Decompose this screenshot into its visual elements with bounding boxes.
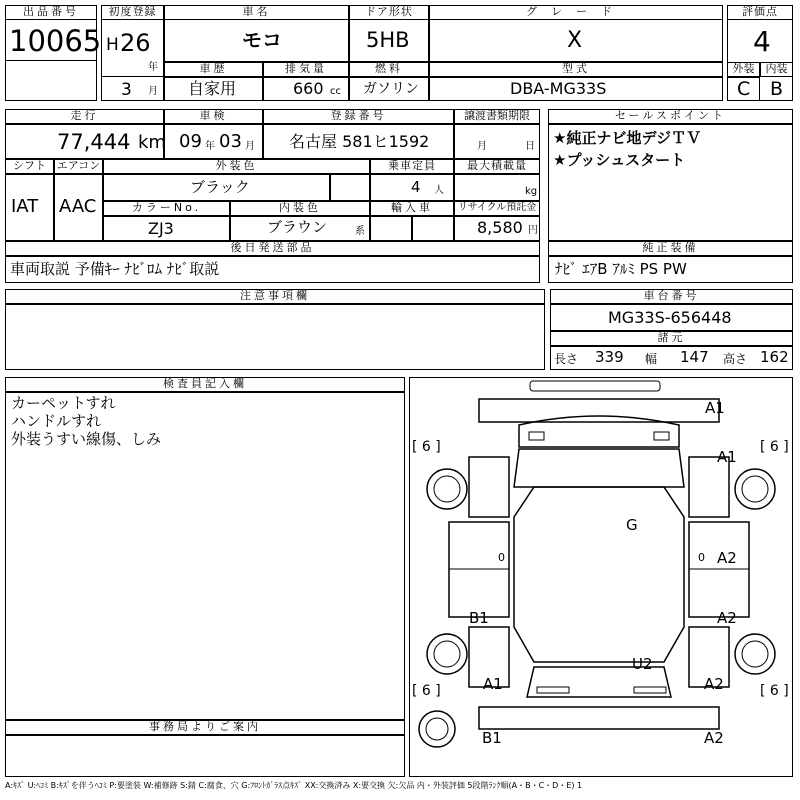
first-reg-era: H: [106, 35, 119, 55]
door-value: 5HB: [366, 28, 410, 52]
door-mark: 0: [698, 551, 705, 564]
inspection-month: 03: [219, 131, 242, 152]
damage-mark: A2: [717, 549, 737, 567]
deferred-value: 車両取説 予備ｷｰ ﾅﾋﾞﾛﾑ ﾅﾋﾞ取説: [10, 260, 220, 278]
ac-value: AAC: [59, 196, 97, 217]
inspector-line: ハンドルすれ: [11, 412, 102, 430]
damage-mark: A2: [704, 675, 724, 693]
dims-cell: [550, 346, 793, 370]
ext-color-value: ブラック: [190, 178, 250, 196]
dims-height-label: 高さ: [723, 352, 748, 366]
inspection-year: 09: [179, 131, 202, 152]
inspection-month-unit: 月: [245, 141, 255, 152]
recycle-label: リサイクル預託金: [454, 201, 540, 216]
int-color-label: 内装色: [230, 201, 370, 216]
displacement-label: 排気量: [263, 62, 349, 77]
damage-mark: G: [626, 516, 638, 534]
door-mark: 0: [498, 551, 505, 564]
transfer-deadline-label: 譲渡書類期限: [454, 109, 540, 124]
chassis-value: MG33S-656448: [608, 308, 732, 327]
first-reg-year: 26: [120, 29, 151, 57]
history-value: 自家用: [188, 79, 237, 98]
office-label: 事務局よりご案内: [5, 720, 405, 735]
displacement-unit: cc: [330, 86, 341, 97]
notes-box: [5, 304, 545, 370]
inspector-label: 検査員記入欄: [5, 377, 405, 392]
first-reg-month-unit: 月: [148, 86, 158, 97]
dims-height: 162: [760, 348, 789, 366]
max-load-label: 最大積載量: [454, 159, 540, 174]
damage-mark: U2: [632, 655, 653, 673]
fuel-label: 燃料: [349, 62, 429, 77]
damage-mark: A1: [483, 675, 503, 693]
mileage-unit: km: [138, 132, 166, 153]
plate-label: 登録番号: [263, 109, 454, 124]
score-ext-value: C: [737, 78, 751, 100]
dims-width: 147: [680, 348, 709, 366]
int-color-value: ブラウン: [267, 218, 328, 236]
score-int-label: 内装: [760, 62, 793, 77]
equipment-label: 純正装備: [548, 241, 793, 256]
displacement-value: 660: [293, 79, 324, 98]
plate-value: 名古屋 581ヒ1592: [289, 132, 430, 151]
dims-length-label: 長さ: [554, 352, 579, 366]
grade-label: グレード: [429, 5, 723, 20]
chassis-label: 車台番号: [550, 289, 793, 304]
damage-mark: A1: [705, 399, 725, 417]
damage-mark: B1: [482, 729, 502, 747]
inspection-year-unit: 年: [205, 141, 215, 152]
first-reg-month: 3: [121, 80, 132, 100]
damage-mark: A2: [704, 729, 724, 747]
shift-label: シフト: [5, 159, 54, 174]
color-no-value: ZJ3: [148, 219, 174, 238]
lot-number: 10065: [9, 24, 102, 58]
first-reg-label: 初度登録: [101, 5, 164, 20]
damage-mark: A1: [717, 448, 737, 466]
transfer-month-unit: 月: [477, 141, 487, 152]
int-color-suffix: 系: [355, 226, 365, 237]
recycle-value: 8,580: [477, 218, 523, 237]
inspection-label: 車検: [164, 109, 263, 124]
inspector-line: 外装うすい線傷、しみ: [11, 430, 162, 448]
capacity-value: 4: [411, 178, 421, 196]
tire-mark: [ 6 ]: [412, 683, 441, 699]
tire-mark: [ 6 ]: [760, 683, 789, 699]
score-int-value: B: [770, 78, 784, 100]
score-label: 評価点: [727, 5, 793, 20]
model-code-value: DBA-MG33S: [510, 79, 607, 98]
lot-label: 出品番号: [5, 5, 97, 20]
mileage-label: 走行: [5, 109, 164, 124]
score-ext-label: 外装: [727, 62, 760, 77]
legend-text: A:ｷｽﾞ U:ﾍｺﾐ B:ｷｽﾞを伴うﾍｺﾐ P:要塗装 W:補修跡 S:錆 C:腐食、穴 G:ﾌﾛﾝﾄｶﾞﾗｽ点ｷｽﾞ XX:交換済み X:要交換 欠:欠品 内・外装評価 5段階ﾗﾝｸ順(A・B・C・D・E) 1: [5, 781, 583, 790]
ext-color-extra-cell: [330, 174, 370, 201]
door-label: ドア形状: [349, 5, 429, 20]
model-code-label: 型式: [429, 62, 723, 77]
first-reg-year-unit: 年: [148, 62, 158, 73]
dims-width-label: 幅: [645, 352, 658, 366]
dims-label: 諸元: [550, 331, 793, 346]
car-name-label: 車名: [164, 5, 349, 20]
max-load-unit: kg: [525, 186, 538, 197]
car-name-value: モコ: [242, 28, 282, 52]
sales-point-item: ★プッシュスタート: [553, 151, 686, 169]
capacity-unit: 人: [434, 185, 444, 196]
color-no-label: カラーNo.: [103, 201, 230, 216]
sales-point-item: ★純正ナビ地デジＴＶ: [553, 129, 702, 147]
dims-length: 339: [595, 348, 624, 366]
inspector-line: カーペットすれ: [11, 394, 116, 412]
capacity-label: 乗車定員: [370, 159, 454, 174]
shift-value: IAT: [11, 196, 39, 217]
grade-value: X: [567, 28, 583, 53]
tire-mark: [ 6 ]: [760, 439, 789, 455]
damage-mark: A2: [717, 609, 737, 627]
ext-color-label: 外装色: [103, 159, 370, 174]
import-label: 輸入車: [370, 201, 454, 216]
sales-points-label: セールスポイント: [548, 109, 793, 124]
office-box: [5, 735, 405, 777]
score-value: 4: [753, 25, 771, 58]
damage-mark: B1: [469, 609, 489, 627]
fuel-value: ガソリン: [363, 81, 419, 97]
first-reg-divider: [101, 76, 164, 77]
lot-divider: [5, 60, 97, 61]
transfer-day-unit: 日: [525, 141, 535, 152]
notes-label: 注意事項欄: [5, 289, 545, 304]
recycle-unit: 円: [528, 225, 538, 236]
car-damage-diagram: [409, 377, 793, 777]
equipment-value: ﾅﾋﾞ ｴｱB ｱﾙﾐ PS PW: [555, 260, 687, 278]
mileage-value: 77,444: [57, 130, 131, 154]
deferred-label: 後日発送部品: [5, 241, 540, 256]
tire-mark: [ 6 ]: [412, 439, 441, 455]
history-label: 車歴: [164, 62, 263, 77]
ac-label: エアコン: [54, 159, 103, 174]
import-cell-b: [412, 216, 454, 241]
import-cell-a: [370, 216, 412, 241]
